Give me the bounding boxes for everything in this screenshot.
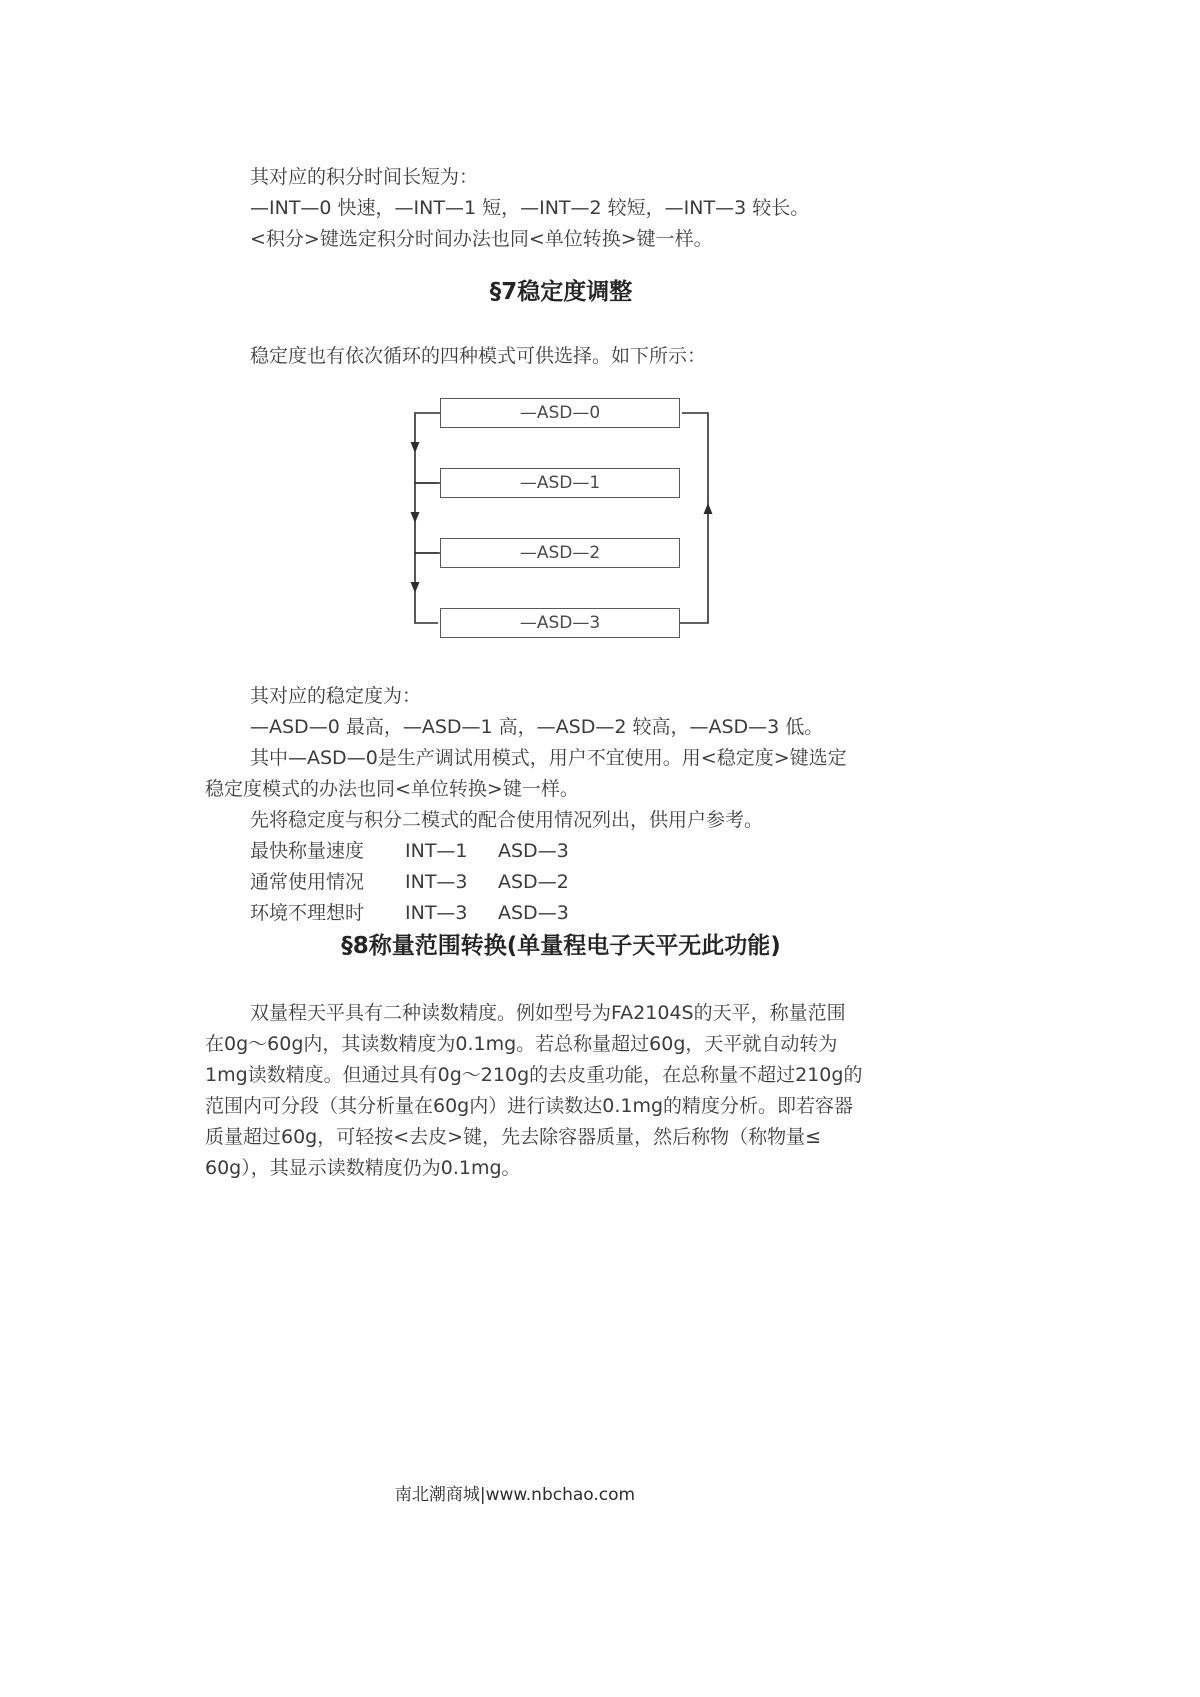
section7-heading: §7稳定度调整 xyxy=(489,279,633,305)
pairing-int-mode: INT—1 xyxy=(405,840,468,862)
pairing-table-row xyxy=(205,836,917,867)
text-line: 其对应的稳定度为： xyxy=(250,685,422,707)
text-line: 先将稳定度与积分二模式的配合使用情况列出，供用户参考。 xyxy=(250,809,764,831)
text-line: 1mg读数精度。但通过具有0g～210g的去皮重功能，在总称量不超过210g的 xyxy=(205,1064,863,1086)
text-line: 稳定度也有依次循环的四种模式可供选择。如下所示： xyxy=(250,345,707,367)
down-arrow-icon xyxy=(411,582,420,593)
section8-heading: §8称量范围转换(单量程电子天平无此功能) xyxy=(341,933,781,959)
pairing-int-mode: INT—3 xyxy=(405,902,468,924)
down-arrow-icon xyxy=(411,512,420,523)
down-arrow-icon xyxy=(411,442,420,453)
pairing-asd-mode: ASD—3 xyxy=(498,840,569,862)
pairing-table-row xyxy=(205,898,917,929)
asd-mode-box: —ASD—3 xyxy=(440,608,680,638)
pairing-int-mode: INT—3 xyxy=(405,871,468,893)
text-line: 60g），其显示读数精度仍为0.1mg。 xyxy=(205,1157,521,1179)
asd-mode-box: —ASD—1 xyxy=(440,468,680,498)
pairing-scenario: 最快称量速度 xyxy=(250,840,365,862)
text-line: 范围内可分段（其分析量在60g内）进行读数达0.1mg的精度分析。即若容器 xyxy=(205,1095,854,1117)
pairing-scenario: 通常使用情况 xyxy=(250,871,365,893)
asd-mode-box: —ASD—2 xyxy=(440,538,680,568)
text-line: 双量程天平具有二种读数精度。例如型号为FA2104S的天平，称量范围 xyxy=(250,1002,846,1024)
asd-cycle-diagram xyxy=(390,392,730,652)
up-arrow-icon xyxy=(704,503,713,514)
section7-lead xyxy=(205,341,917,372)
text-line: 稳定度模式的办法也同<单位转换>键一样。 xyxy=(205,778,579,800)
text-line: —INT—0 快速，—INT—1 短，—INT—2 较短，—INT—3 较长。 xyxy=(250,197,810,219)
text-line: 其中—ASD—0是生产调试用模式，用户不宜使用。用<稳定度>键选定 xyxy=(250,747,847,769)
pairing-scenario: 环境不理想时 xyxy=(250,902,365,924)
text-line: 其对应的积分时间长短为： xyxy=(250,166,479,188)
pairing-asd-mode: ASD—3 xyxy=(498,902,569,924)
pairing-table-row xyxy=(205,867,917,898)
text-line: —ASD—0 最高，—ASD—1 高，—ASD—2 较高，—ASD—3 低。 xyxy=(250,716,824,738)
asd-mode-box: —ASD—0 xyxy=(440,398,680,428)
integration-intro-paragraph xyxy=(205,162,917,255)
section8-paragraph xyxy=(205,998,917,1184)
section7-body xyxy=(205,681,917,929)
footer-text: 南北潮商城|www.nbchao.com xyxy=(394,1485,636,1505)
text-line: 在0g～60g内，其读数精度为0.1mg。若总称量超过60g，天平就自动转为 xyxy=(205,1033,838,1055)
text-line: <积分>键选定积分时间办法也同<单位转换>键一样。 xyxy=(250,228,713,250)
pairing-asd-mode: ASD—2 xyxy=(498,871,569,893)
text-line: 质量超过60g，可轻按<去皮>键，先去除容器质量，然后称物（称物量≤ xyxy=(205,1126,821,1148)
